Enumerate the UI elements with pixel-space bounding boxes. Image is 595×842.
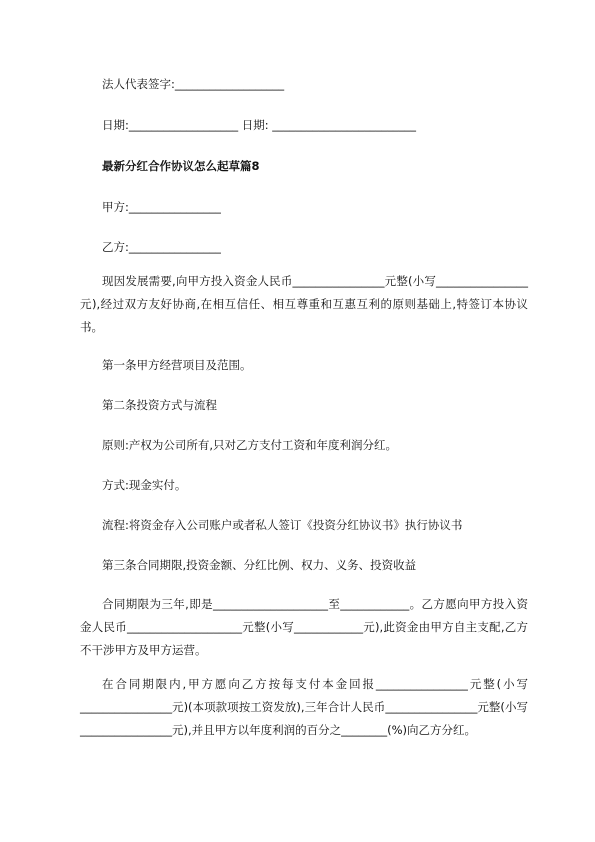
- date-lines: 日期:___________________ 日期: _________________________: [102, 118, 417, 132]
- article-2: 第二条投资方式与流程: [102, 398, 217, 412]
- party-b-line: 乙方:________________: [102, 240, 221, 254]
- representative-signature-line: 法人代表签字:___________________: [102, 77, 285, 91]
- principle-line: 原则:产权为公司所有,只对乙方支付工资和年度利润分红。: [102, 438, 398, 452]
- method-line: 方式:现金实付。: [102, 478, 187, 492]
- article-3: 第三条合同期限,投资金额、分红比例、权力、义务、投资收益: [102, 558, 417, 572]
- section-heading: 最新分红合作协议怎么起草篇8: [102, 159, 260, 173]
- article-1: 第一条甲方经营项目及范围。: [102, 358, 252, 372]
- return-paragraph: 在合同期限内,甲方愿向乙方按每支付本金回报________________元整(小写________________元)(本项款项按工资发放),三年合计人民币________________元整(小写________________元),并且甲方以年度利润的百分之________(%)向乙方分红。: [80, 677, 528, 737]
- process-line: 流程:将资金存入公司账户或者私人签订《投资分红协议书》执行协议书: [102, 518, 463, 532]
- term-paragraph: 合同期限为三年,即是____________________至____________。乙方愿向甲方投入资金人民币____________________元整(小写____________元),此资金由甲方自主支配,乙方不干涉甲方及甲方运营。: [80, 597, 528, 657]
- investment-intro-paragraph: 现因发展需要,向甲方投入资金人民币________________元整(小写________________元),经过双方友好协商,在相互信任、相互尊重和互惠互利的原则基础上,特签订本协议书。: [80, 274, 528, 334]
- party-a-line: 甲方:________________: [102, 200, 221, 214]
